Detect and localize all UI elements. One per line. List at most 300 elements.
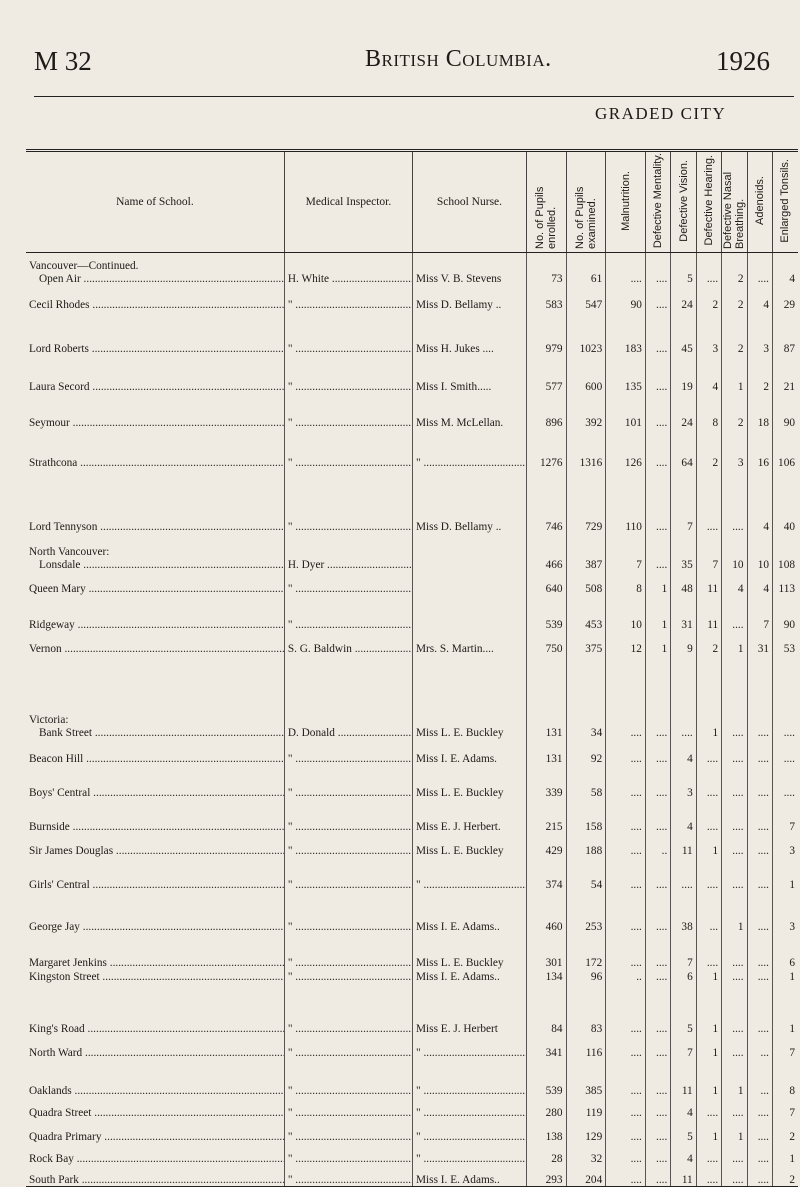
nurse-cell (413, 1119, 527, 1143)
stat-cell: 38 (671, 891, 696, 933)
stat-cell: 54 (566, 857, 606, 891)
stat-cell: .... (772, 739, 798, 765)
school-cell (26, 631, 284, 655)
stat-cell: 2 (722, 393, 747, 429)
school-name: Queen Mary (29, 582, 86, 595)
stat-cell: .... (722, 469, 747, 533)
stat-cell: 29 (772, 285, 798, 311)
inspector-cell (284, 1035, 412, 1059)
stat-cell: .... (645, 429, 670, 469)
nurse-name: Miss V. B. Stevens (416, 272, 502, 285)
stat-cell: 119 (566, 1097, 606, 1119)
stat-cell: .... (722, 1143, 747, 1165)
stat-cell: 3 (671, 765, 696, 799)
group-heading: North Vancouver: (29, 545, 110, 558)
stat-cell: .... (722, 739, 747, 765)
stat-cell: 129 (566, 1119, 606, 1143)
nurse-cell (413, 429, 527, 469)
stat-cell: 3 (772, 833, 798, 857)
stat-cell: .... (747, 765, 772, 799)
school-name: Boys' Central (29, 786, 91, 799)
inspector-cell (284, 969, 412, 983)
table-row (26, 969, 798, 983)
stat-cell: 7 (747, 595, 772, 631)
stat-cell: 131 (526, 739, 566, 765)
school-cell (26, 1059, 284, 1097)
stat-cell: .... (747, 933, 772, 969)
inspector-cell (284, 285, 412, 311)
school-cell (26, 857, 284, 891)
inspector-name: " (287, 820, 293, 833)
stat-cell: 12 (606, 631, 646, 655)
stat-cell: .... (606, 1165, 646, 1187)
stat-cell: 2 (696, 429, 721, 469)
stat-cell: 1 (722, 355, 747, 393)
running-title: British Columbia. (365, 46, 552, 72)
page-number: M 32 (34, 46, 92, 76)
nurse-cell (413, 655, 527, 739)
header-row (26, 151, 798, 253)
stat-cell: 90 (606, 285, 646, 311)
stat-cell: .... (645, 655, 670, 739)
stat-cell: .... (696, 253, 721, 285)
stat-cell: .... (747, 833, 772, 857)
stat-cell: 7 (606, 533, 646, 571)
stat-cell: .... (722, 969, 747, 983)
stat-cell: .... (645, 469, 670, 533)
stat-cell: 87 (772, 311, 798, 355)
inspector-cell (284, 253, 412, 285)
col-enrolled: No. of Pupils enrolled. (526, 151, 566, 253)
stat-cell: 5 (671, 983, 696, 1035)
inspector-name: " (287, 416, 293, 429)
table-row (26, 571, 798, 595)
stat-cell: .... (606, 891, 646, 933)
school-name: George Jay (29, 920, 80, 933)
inspector-name: " (287, 786, 293, 799)
page-header (0, 0, 800, 130)
nurse-name: Miss D. Bellamy .. (416, 298, 502, 311)
school-name: Lord Roberts (29, 342, 89, 355)
stat-cell: 979 (526, 311, 566, 355)
inspector-cell (284, 355, 412, 393)
inspector-cell (284, 1119, 412, 1143)
col-school: Name of School. (26, 151, 284, 253)
table-row (26, 533, 798, 571)
nurse-name: Mrs. S. Martin.... (416, 642, 494, 655)
stat-cell: 84 (526, 983, 566, 1035)
school-name: Girls' Central (29, 878, 90, 891)
stat-cell: .. (645, 833, 670, 857)
nurse-name: Miss L. E. Buckley (416, 726, 504, 739)
inspector-name: " (287, 1084, 293, 1097)
stat-cell: 7 (696, 533, 721, 571)
inspector-name: S. G. Baldwin (287, 642, 352, 655)
school-cell (26, 1035, 284, 1059)
nurse-name: " (416, 1106, 421, 1119)
stat-cell: 387 (566, 533, 606, 571)
nurse-cell (413, 355, 527, 393)
stat-cell: 1 (772, 857, 798, 891)
inspector-cell (284, 1059, 412, 1097)
nurse-name: Miss I. E. Adams. (416, 752, 497, 765)
stat-cell: 1 (772, 983, 798, 1035)
col-hearing: Defective Hearing. (696, 151, 721, 253)
stat-cell: 31 (671, 595, 696, 631)
nurse-name: Miss I. Smith..... (416, 380, 492, 393)
stat-cell: 1 (722, 891, 747, 933)
stat-cell: 126 (606, 429, 646, 469)
table-row (26, 983, 798, 1035)
stat-cell: 460 (526, 891, 566, 933)
stat-cell: 8 (772, 1059, 798, 1097)
stat-cell: .... (747, 891, 772, 933)
school-name: Margaret Jenkins (29, 956, 107, 969)
nurse-cell (413, 891, 527, 933)
stat-cell: 746 (526, 469, 566, 533)
stat-cell: 374 (526, 857, 566, 891)
stat-cell: .... (747, 655, 772, 739)
nurse-cell (413, 799, 527, 833)
stat-cell: .... (645, 983, 670, 1035)
stat-cell: .... (606, 1035, 646, 1059)
table-row (26, 1119, 798, 1143)
nurse-name: " (416, 878, 421, 891)
stat-cell: 4 (696, 355, 721, 393)
school-cell (26, 285, 284, 311)
stat-cell: 204 (566, 1165, 606, 1187)
stat-cell: .... (645, 1165, 670, 1187)
stat-cell: .... (696, 1165, 721, 1187)
stat-cell: .... (722, 1097, 747, 1119)
school-name: Quadra Primary (29, 1130, 102, 1143)
stat-cell: 61 (566, 253, 606, 285)
inspector-cell (284, 655, 412, 739)
stat-cell: .... (747, 1143, 772, 1165)
school-name: South Park (29, 1174, 79, 1186)
stat-cell: 1 (645, 631, 670, 655)
stat-cell: .... (645, 891, 670, 933)
school-cell (26, 311, 284, 355)
stat-cell: 108 (772, 533, 798, 571)
stat-cell: 8 (696, 393, 721, 429)
stat-cell: 90 (772, 595, 798, 631)
nurse-cell (413, 571, 527, 595)
stat-cell: 253 (566, 891, 606, 933)
stat-cell: .... (722, 833, 747, 857)
school-name: Bank Street (39, 726, 93, 739)
stat-cell: 600 (566, 355, 606, 393)
school-cell (26, 891, 284, 933)
stat-cell: .... (645, 1119, 670, 1143)
stat-cell: 1 (696, 983, 721, 1035)
stat-cell: 11 (671, 1165, 696, 1187)
stat-cell: .... (645, 311, 670, 355)
stat-cell: .... (772, 765, 798, 799)
stat-cell: 34 (566, 655, 606, 739)
table-row (26, 799, 798, 833)
stat-cell: 11 (696, 595, 721, 631)
stat-cell: 2 (772, 1119, 798, 1143)
inspector-name: D. Donald (287, 726, 335, 739)
stat-cell: .... (722, 983, 747, 1035)
table-row (26, 631, 798, 655)
nurse-cell (413, 1035, 527, 1059)
school-name: Strathcona (29, 456, 78, 469)
stat-cell: .... (606, 1059, 646, 1097)
stat-cell: 3 (772, 891, 798, 933)
stat-cell: 53 (772, 631, 798, 655)
table-row (26, 469, 798, 533)
col-examined: No. of Pupils examined. (566, 151, 606, 253)
nurse-name: Miss L. E. Buckley (416, 956, 504, 969)
stat-cell: 1 (696, 1059, 721, 1097)
stat-cell: .... (606, 983, 646, 1035)
stat-cell: 183 (606, 311, 646, 355)
stat-cell: 172 (566, 933, 606, 969)
stat-cell: .... (722, 595, 747, 631)
stat-cell: 24 (671, 285, 696, 311)
inspector-cell (284, 469, 412, 533)
stat-cell: 35 (671, 533, 696, 571)
inspector-name: " (287, 844, 293, 857)
school-cell (26, 571, 284, 595)
stat-cell: 158 (566, 799, 606, 833)
stat-cell: 7 (772, 1097, 798, 1119)
school-name: Open Air (39, 272, 81, 285)
inspector-cell (284, 533, 412, 571)
table-row (26, 833, 798, 857)
nurse-cell (413, 311, 527, 355)
table-row (26, 429, 798, 469)
inspector-name: " (287, 1106, 293, 1119)
inspector-cell (284, 311, 412, 355)
stat-cell: .... (645, 1143, 670, 1165)
stat-cell: .... (606, 765, 646, 799)
school-cell (26, 969, 284, 983)
stat-cell: .... (696, 857, 721, 891)
stat-cell: 7 (671, 469, 696, 533)
nurse-name: Miss E. J. Herbert (416, 1022, 498, 1035)
stat-cell: .... (696, 1143, 721, 1165)
stat-cell: .... (747, 1097, 772, 1119)
group-heading: Vancouver—Continued. (29, 259, 139, 272)
header-rule (34, 96, 794, 97)
stat-cell: 4 (671, 1143, 696, 1165)
table-row (26, 285, 798, 311)
stat-cell: 1 (722, 631, 747, 655)
nurse-name: Miss L. E. Buckley (416, 844, 504, 857)
stat-cell: 116 (566, 1035, 606, 1059)
stat-cell: .... (747, 739, 772, 765)
stat-cell: 10 (722, 533, 747, 571)
stat-cell: 6 (772, 933, 798, 969)
inspector-name: " (287, 520, 293, 533)
inspector-cell (284, 833, 412, 857)
stat-cell: .... (606, 253, 646, 285)
stat-cell: 28 (526, 1143, 566, 1165)
stat-cell: 11 (671, 833, 696, 857)
stat-cell: 392 (566, 393, 606, 429)
nurse-cell (413, 393, 527, 429)
stat-cell: 5 (671, 1119, 696, 1143)
nurse-cell (413, 595, 527, 631)
stat-cell: 9 (671, 631, 696, 655)
inspector-name: " (287, 582, 293, 595)
stat-cell: .... (606, 857, 646, 891)
inspector-cell (284, 429, 412, 469)
inspector-name: " (287, 1022, 293, 1035)
stat-cell: 385 (566, 1059, 606, 1097)
stat-cell: .... (645, 799, 670, 833)
nurse-name: " (416, 1084, 421, 1097)
nurse-name: " (416, 1046, 421, 1059)
stat-cell: 21 (772, 355, 798, 393)
nurse-cell (413, 631, 527, 655)
stat-cell: 134 (526, 969, 566, 983)
stat-cell: 40 (772, 469, 798, 533)
stat-cell: 2 (722, 285, 747, 311)
stat-cell: .... (747, 983, 772, 1035)
col-malnutrition: Malnutrition. (606, 151, 646, 253)
stat-cell: 106 (772, 429, 798, 469)
stat-cell: .... (671, 655, 696, 739)
school-cell (26, 533, 284, 571)
stat-cell: 1316 (566, 429, 606, 469)
inspector-cell (284, 933, 412, 969)
stat-cell: 45 (671, 311, 696, 355)
nurse-cell (413, 969, 527, 983)
stat-cell: 48 (671, 571, 696, 595)
school-cell (26, 355, 284, 393)
stat-cell: .... (645, 1059, 670, 1097)
stat-cell: .... (645, 1097, 670, 1119)
school-cell (26, 765, 284, 799)
stat-cell: .... (606, 933, 646, 969)
school-name: Lonsdale (39, 558, 81, 571)
stat-cell: .... (696, 739, 721, 765)
school-cell (26, 1119, 284, 1143)
table-body (26, 253, 798, 1187)
stat-cell: .... (606, 1119, 646, 1143)
stat-cell: 1 (696, 969, 721, 983)
stat-cell: 539 (526, 1059, 566, 1097)
stat-cell: 5 (671, 253, 696, 285)
stat-cell: 1 (772, 969, 798, 983)
school-cell (26, 469, 284, 533)
table-row (26, 857, 798, 891)
nurse-cell (413, 1097, 527, 1119)
stat-cell: 110 (606, 469, 646, 533)
table-row (26, 595, 798, 631)
inspector-name: " (287, 456, 293, 469)
inspector-name: " (287, 970, 293, 983)
stat-cell: 135 (606, 355, 646, 393)
stat-cell: 1 (645, 571, 670, 595)
stat-cell: 10 (747, 533, 772, 571)
school-name: Rock Bay (29, 1152, 74, 1165)
stat-cell: ... (696, 891, 721, 933)
stat-cell: 583 (526, 285, 566, 311)
stat-cell: 2 (747, 355, 772, 393)
stat-cell: 92 (566, 739, 606, 765)
stat-cell: .... (747, 1165, 772, 1187)
stat-cell: 293 (526, 1165, 566, 1187)
stat-cell: .... (722, 799, 747, 833)
stat-cell: .... (606, 655, 646, 739)
stat-cell: 729 (566, 469, 606, 533)
inspector-cell (284, 571, 412, 595)
school-name: Sir James Douglas (29, 844, 114, 857)
stat-cell: .... (747, 253, 772, 285)
school-cell (26, 1097, 284, 1119)
stat-cell: ... (747, 1035, 772, 1059)
stat-cell: .... (645, 393, 670, 429)
nurse-name: Miss L. E. Buckley (416, 786, 504, 799)
stat-cell: 215 (526, 799, 566, 833)
stat-cell: .... (606, 799, 646, 833)
group-heading: Victoria: (29, 713, 69, 726)
stat-cell: .... (722, 933, 747, 969)
table-row (26, 1143, 798, 1165)
stat-cell: 1 (722, 1059, 747, 1097)
school-cell (26, 393, 284, 429)
nurse-cell (413, 739, 527, 765)
inspector-name: " (287, 298, 293, 311)
stat-cell: 90 (772, 393, 798, 429)
stat-cell: .... (696, 1097, 721, 1119)
nurse-cell (413, 1143, 527, 1165)
inspector-cell (284, 631, 412, 655)
stat-cell: 750 (526, 631, 566, 655)
stat-cell: 188 (566, 833, 606, 857)
stat-cell: 11 (671, 1059, 696, 1097)
nurse-name: Miss E. J. Herbert. (416, 820, 501, 833)
stat-cell: 2 (772, 1165, 798, 1187)
col-tonsils: Enlarged Tonsils. (772, 151, 798, 253)
school-cell (26, 253, 284, 285)
table-row (26, 1059, 798, 1097)
stat-cell: .... (747, 969, 772, 983)
nurse-name: " (416, 456, 421, 469)
stat-cell: 301 (526, 933, 566, 969)
stat-cell: .... (722, 765, 747, 799)
stat-cell: 96 (566, 969, 606, 983)
stat-cell: .... (696, 469, 721, 533)
stat-cell: 375 (566, 631, 606, 655)
table-row (26, 655, 798, 739)
nurse-name: Miss D. Bellamy .. (416, 520, 502, 533)
nurse-name: " (416, 1152, 421, 1165)
school-name: Kingston Street (29, 970, 100, 983)
inspector-name: " (287, 1174, 293, 1186)
school-cell (26, 833, 284, 857)
stat-cell: 4 (747, 469, 772, 533)
stat-cell: 64 (671, 429, 696, 469)
stat-cell: 280 (526, 1097, 566, 1119)
table-row (26, 765, 798, 799)
stat-cell: 339 (526, 765, 566, 799)
school-name: Vernon (29, 642, 62, 655)
stat-cell: 2 (696, 285, 721, 311)
stat-cell: 1023 (566, 311, 606, 355)
stat-cell: 1 (696, 655, 721, 739)
school-name: Laura Secord (29, 380, 90, 393)
inspector-cell (284, 857, 412, 891)
stat-cell: 138 (526, 1119, 566, 1143)
inspector-name: " (287, 618, 293, 631)
stat-cell: .... (722, 857, 747, 891)
